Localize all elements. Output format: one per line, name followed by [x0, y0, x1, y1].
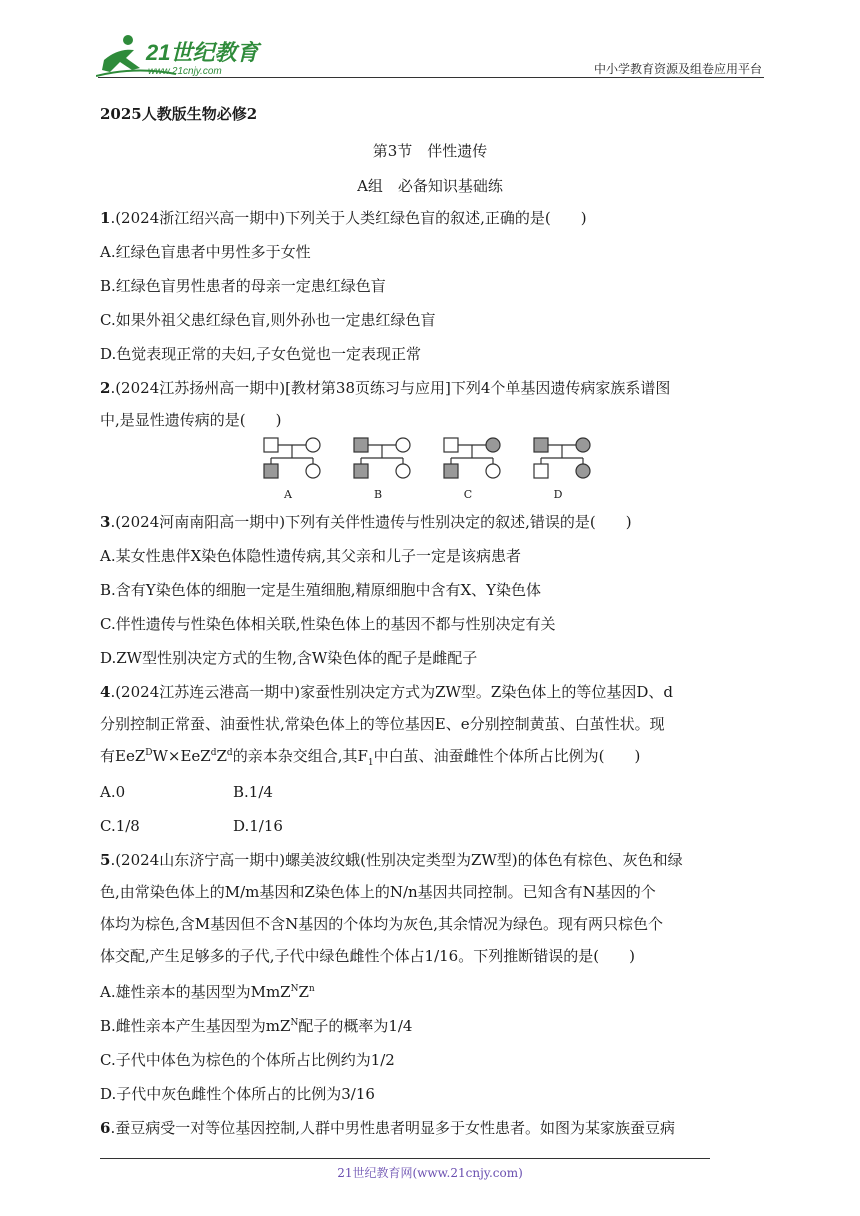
q5-option-b: B.雌性亲本产生基因型为$mZ^N$配子的概率为1/4: [100, 1017, 413, 1035]
q1-option-a: A.红绿色盲患者中男性多于女性: [100, 243, 311, 261]
q4-option-c: C.1/8: [100, 817, 140, 835]
q3-option-b: B.含有Y染色体的细胞一定是生殖细胞,精原细胞中含有X、Y染色体: [100, 581, 542, 599]
q4-stem-line2: 分别控制正常蚕、油蚕性状,常染色体上的等位基因E、e分别控制黄茧、白茧性状。现: [100, 715, 665, 733]
doc-title: 2025人教版生物必修2: [100, 105, 258, 123]
q1-option-d: D.色觉表现正常的夫妇,子女色觉也一定表现正常: [100, 345, 422, 363]
pedigree-label-d: D: [553, 488, 563, 501]
q1-stem: 1.(2024浙江绍兴高一期中)下列关于人类红绿色盲的叙述,正确的是( ): [100, 209, 587, 227]
pedigree-d: [534, 438, 590, 478]
q3-option-c: C.伴性遗传与性染色体相关联,性染色体上的基因不都与性别决定有关: [100, 615, 556, 633]
q2-stem-line1: 2.(2024江苏扬州高一期中)[教材第38页练习与应用]下列4个单基因遗传病家族系谱图: [100, 379, 671, 397]
q1-option-b: B.红绿色盲男性患者的母亲一定患红绿色盲: [100, 277, 386, 295]
q5-option-d: D.子代中灰色雌性个体所占的比例为3/16: [100, 1085, 375, 1103]
q3-option-d: D.ZW型性别决定方式的生物,含W染色体的配子是雌配子: [100, 649, 478, 667]
svg-text:21世纪教育: 21世纪教育: [146, 40, 259, 65]
q4-option-a: A.0: [100, 783, 126, 801]
q4-stem-line1: 4.(2024江苏连云港高一期中)家蚕性别决定方式为ZW型。Z染色体上的等位基因D、d: [100, 683, 673, 701]
pedigree-a: [264, 438, 320, 478]
footer-text: 21世纪教育网(www.21cnjy.com): [337, 1166, 523, 1180]
q5-option-a: A.雄性亲本的基因型为$MmZ^NZ^n$: [100, 983, 315, 1001]
q1-option-c: C.如果外祖父患红绿色盲,则外孙也一定患红绿色盲: [100, 311, 436, 329]
pedigree-c: [444, 438, 500, 478]
q4-stem-line3: 有$EeZ^DW\times EeZ^dZ^d$的亲本杂交组合,其$F_1$中白茧、油蚕雌性个体所占比例为( ): [100, 747, 641, 768]
footer-divider: [100, 1158, 710, 1159]
pedigree-label-c: C: [463, 488, 473, 501]
section-title: 第3节 伴性遗传: [372, 142, 488, 160]
q5-stem-line1: 5.(2024山东济宁高一期中)螺美波纹蛾(性别决定类型为ZW型)的体色有棕色、灰色和绿: [100, 851, 683, 869]
q5-stem-line3: 体均为棕色,含M基因但不含N基因的个体均为灰色,其余情况为绿色。现有两只棕色个: [100, 915, 664, 933]
group-title: A组 必备知识基础练: [357, 177, 503, 195]
q4-option-b: B.1/4: [233, 783, 273, 801]
svg-text:www.21cnjy.com: www.21cnjy.com: [148, 66, 222, 77]
pedigree-charts: [258, 434, 608, 506]
pedigree-label-b: B: [373, 488, 383, 501]
q3-stem: 3.(2024河南南阳高一期中)下列有关伴性遗传与性别决定的叙述,错误的是( ): [100, 513, 632, 531]
q6-stem-line1: 6.蚕豆病受一对等位基因控制,人群中男性患者明显多于女性患者。如图为某家族蚕豆病: [100, 1119, 675, 1137]
header-platform-text: 中小学教育资源及组卷应用平台: [593, 62, 762, 76]
q5-stem-line4: 体交配,产生足够多的子代,子代中绿色雌性个体占1/16。下列推断错误的是( ): [100, 947, 635, 965]
page-header: [96, 30, 762, 80]
logo-21cnjy: [96, 30, 266, 80]
pedigree-label-a: A: [284, 488, 292, 501]
q3-option-a: A.某女性患伴X染色体隐性遗传病,其父亲和儿子一定是该病患者: [100, 547, 522, 565]
q2-stem-line2: 中,是显性遗传病的是( ): [100, 411, 282, 429]
pedigree-b: [354, 438, 410, 478]
q5-stem-line2: 色,由常染色体上的M/m基因和Z染色体上的N/n基因共同控制。已知含有N基因的个: [100, 883, 656, 901]
q5-option-c: C.子代中体色为棕色的个体所占比例约为1/2: [100, 1051, 395, 1069]
header-divider: [98, 77, 764, 78]
q4-option-d: D.1/16: [233, 817, 283, 835]
